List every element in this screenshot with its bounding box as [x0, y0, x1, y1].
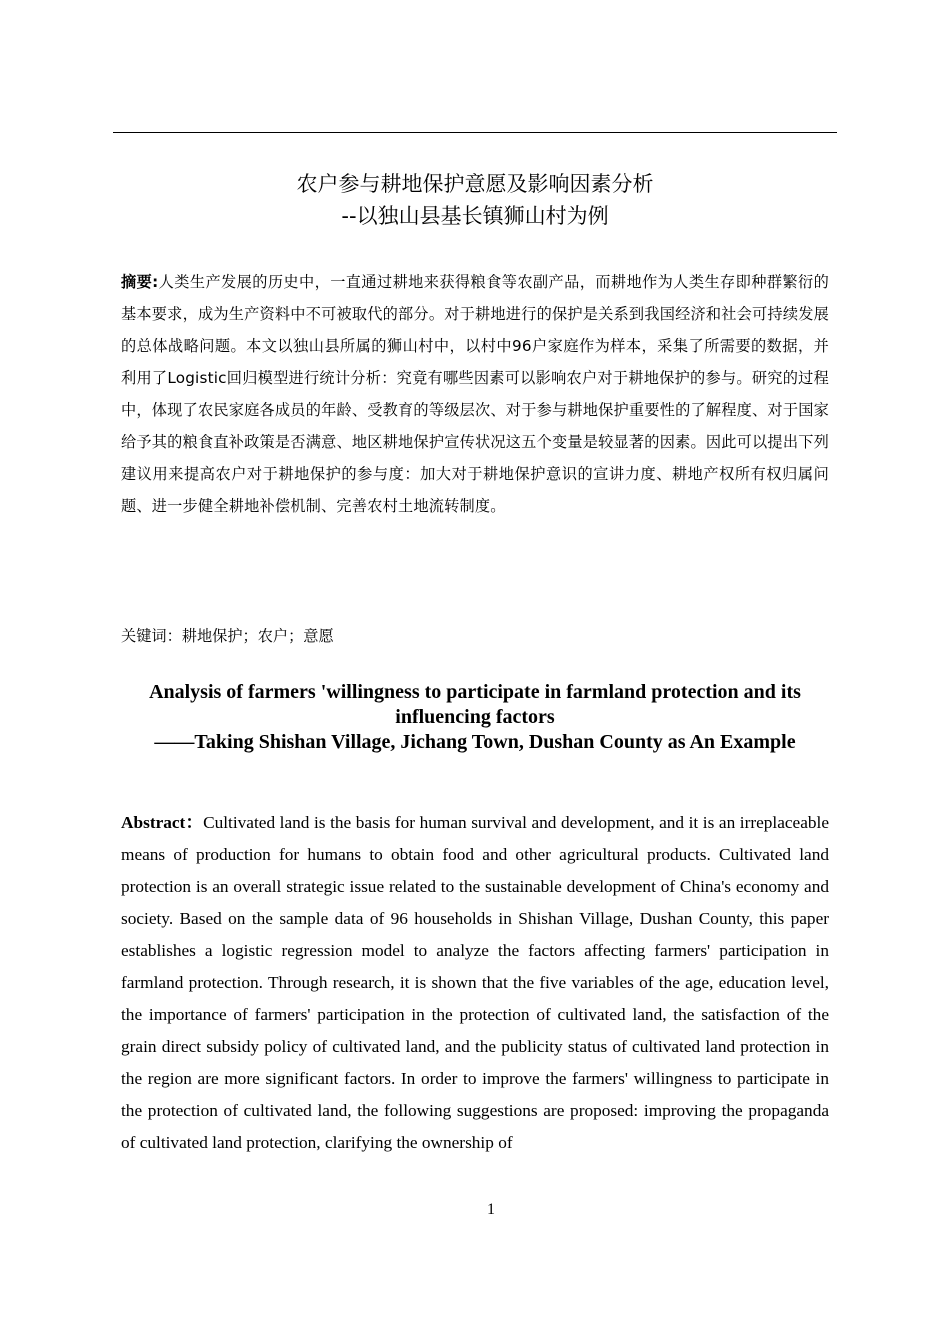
chinese-keywords	[121, 620, 829, 652]
chinese-abstract-text: 人类生产发展的历史中，一直通过耕地来获得粮食等农副产品，而耕地作为人类生存即种群繁衍的基本要求，成为生产资料中不可被取代的部分。对于耕地进行的保护是关系到我国经济和社会可持续发展的总体战略问题。本文以独山县所属的狮山村中，以村中96户家庭作为样本，采集了所需要的数据，并利用了Logistic回归模型进行统计分析：究竟有哪些因素可以影响农户对于耕地保护的参与。研究的过程中，体现了农民家庭各成员的年龄、受教育的等级层次、对于参与耕地保护重要性的了解程度、对于国家给予其的粮食直补政策是否满意、地区耕地保护宣传状况这五个变量是较显著的因素。因此可以提出下列建议用来提高农户对于耕地保护的参与度：加大对于耕地保护意识的宣讲力度、耕地产权所有权归属问题、进一步健全耕地补偿机制、完善农村土地流转制度。	[121, 273, 829, 515]
english-abstract-label: Abstract：	[121, 813, 204, 832]
english-abstract	[121, 807, 829, 1159]
english-title-line-1: Analysis of farmers 'willingness to participate in farmland protection and its influencing factors	[149, 681, 801, 728]
chinese-abstract-label: 摘要:	[121, 273, 159, 291]
english-subtitle: ——Taking Shishan Village, Jichang Town, Dushan County as An Example	[154, 731, 796, 753]
english-title	[113, 680, 837, 755]
chinese-subtitle: --以独山县基长镇狮山村为例	[341, 204, 609, 228]
chinese-abstract	[121, 266, 829, 522]
page-number: 1	[487, 1201, 495, 1218]
header-rule	[113, 132, 837, 133]
chinese-title	[113, 168, 837, 232]
english-abstract-text: Cultivated land is the basis for human survival and development, and it is an irreplaceable means of production for humans to obtain food and other agricultural products. Cultivated land protection is an overall strategic issue related to the sustainable development of China's economy and society. Based on the sample data of 96 households in Shishan Village, Dushan County, this paper establishes a logistic regression model to analyze the factors affecting farmers' participation in farmland protection. Through research, it is shown that the five variables of the age, education level, the importance of farmers' participation in the protection of cultivated land, the satisfaction of the grain direct subsidy policy of cultivated land, and the publicity status of cultivated land protection in the region are more significant factors. In order to improve the farmers' willingness to participate in the protection of cultivated land, the following suggestions are proposed: improving the propaganda of cultivated land protection, clarifying the ownership of	[121, 813, 829, 1152]
chinese-title-line-1: 农户参与耕地保护意愿及影响因素分析	[296, 172, 654, 196]
chinese-keywords-label: 关键词：	[121, 627, 182, 645]
chinese-keywords-text: 耕地保护；农户；意愿	[181, 627, 334, 645]
